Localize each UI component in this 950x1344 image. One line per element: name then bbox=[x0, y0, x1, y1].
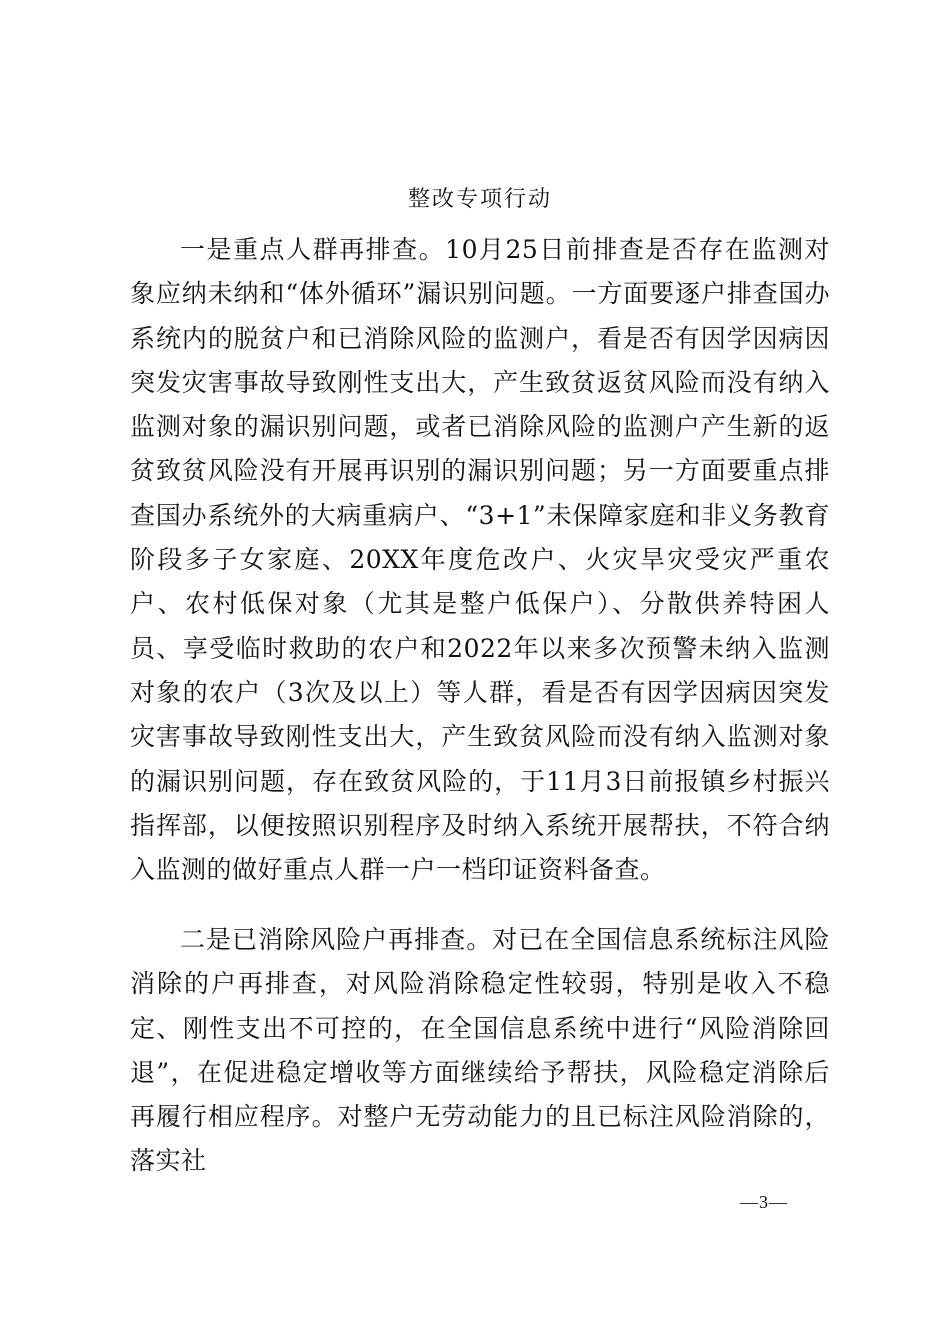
section-heading: 整改专项行动 bbox=[407, 187, 552, 212]
page-number: —3— bbox=[740, 1192, 788, 1212]
paragraph-risk-eliminated-recheck: 二是已消除风险户再排查。对已在全国信息系统标注风险消除的户再排查，对风险消除稳定性较弱，特别是收入不稳定、刚性支出不可控的，在全国信息系统中进行“风险消除回退”，在促进稳定增收等方面继续给予帮扶，风险稳定消除后再履行相应程序。对整户无劳动能力的且已标注风险消除的，落实社 bbox=[130, 925, 830, 1176]
paragraph-key-population-recheck: 一是重点人群再排查。10月25日前排查是否存在监测对象应纳未纳和“体外循环”漏识别问题。一方面要逐户排查国办系统内的脱贫户和已消除风险的监测户，看是否有因学因病因突发灾害事故导致刚性支出大，产生致贫返贫风险而没有纳入监测对象的漏识别问题，或者已消除风险的监测户产生新的返贫致贫风险没有开展再识别的漏识别问题；另一方面要重点排查国办系统外的大病重病户、“3+1”未保障家庭和非义务教育阶段多子女家庭、20XX年度危改户、火灾旱灾受灾严重农户、农村低保对象（尤其是整户低保户）、分散供养特困人员、享受临时救助的农户和2022年以来多次预警未纳入监测对象的农户（3次及以上）等人群，看是否有因学因病因突发灾害事故导致刚性支出大，产生致贫风险而没有纳入监测对象的漏识别问题，存在致贫风险的，于11月3日前报镇乡村振兴指挥部，以便按照识别程序及时纳入系统开展帮扶，不符合纳入监测的做好重点人群一户一档印证资料备查。 bbox=[130, 235, 830, 885]
